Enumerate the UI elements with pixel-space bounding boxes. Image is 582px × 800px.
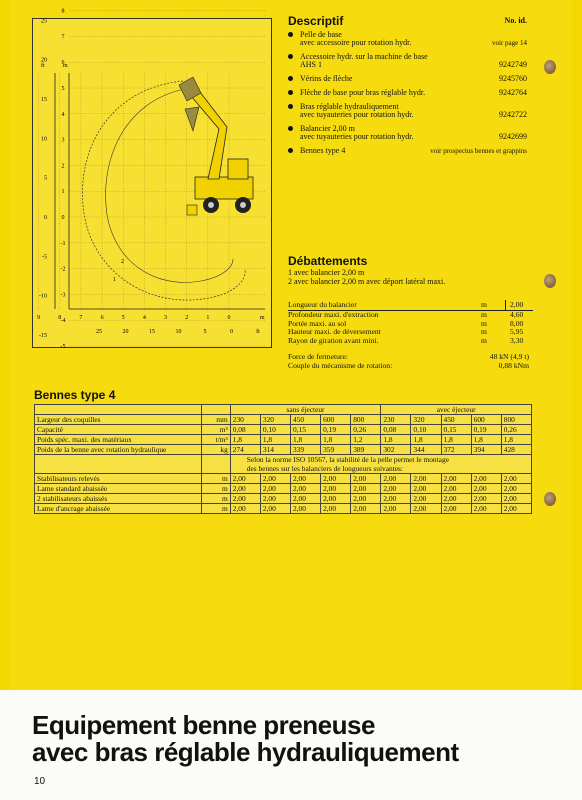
spec-list: [288, 300, 533, 345]
table-cell: 2,00: [471, 474, 501, 484]
bennes-table: [34, 404, 532, 514]
ft-tick-label: 20: [41, 57, 47, 64]
table-cell: 2,00: [351, 484, 381, 494]
spec-value: 8,00: [510, 318, 524, 328]
description-item-text: avec tuyauteries pour rotation hydr.: [300, 132, 414, 141]
bullet-icon: [288, 126, 293, 131]
spec-unit: m: [481, 310, 487, 319]
description-item-text: Bras réglable hydrauliquement: [300, 102, 399, 111]
table-cell: 0,08: [230, 425, 260, 435]
m-tick-label: 2: [61, 163, 65, 170]
row-label: Poids spéc. maxi. des matériaux: [35, 435, 202, 445]
table-cell: 0,26: [501, 425, 531, 435]
page-number: 10: [34, 776, 46, 787]
x-m-tick-label: 8: [58, 315, 62, 321]
m-tick-label: 1: [61, 189, 65, 196]
x-m-tick-label: 0: [227, 315, 231, 321]
table-cell: 0,19: [471, 425, 501, 435]
ft-tick-label: -10: [39, 293, 47, 300]
table-cell: 2,00: [411, 494, 441, 504]
row-unit: m³: [201, 425, 230, 435]
table-cell: 344: [411, 445, 441, 455]
table-row: [35, 484, 532, 494]
x-ft-tick-label: 25: [96, 329, 102, 335]
table-cell: 394: [471, 445, 501, 455]
x-m-tick-label: 6: [100, 315, 104, 321]
bullet-icon: [288, 148, 293, 153]
description-item-text: Balancier 2,00 m: [300, 124, 355, 133]
description-item: [288, 53, 533, 69]
table-cell: 320: [411, 415, 441, 425]
table-cell: 1,8: [290, 435, 320, 445]
table-cell: 2,00: [471, 484, 501, 494]
header-blank: [201, 405, 230, 415]
table-cell: 0,15: [290, 425, 320, 435]
x-m-tick-label: 1: [206, 315, 210, 321]
table-cell: 2,00: [230, 504, 260, 514]
force-row: [288, 352, 533, 361]
description-item-code: 9245760: [499, 74, 527, 83]
table-cell: 2,00: [290, 494, 320, 504]
m-tick-label: 5: [61, 86, 65, 92]
table-cell: 1,8: [411, 435, 441, 445]
x-ft-tick-label: 15: [149, 329, 155, 335]
table-cell: 302: [381, 445, 411, 455]
description-item-code: 9242699: [499, 132, 527, 141]
table-cell: 2,00: [260, 474, 290, 484]
norm-blank: [201, 455, 230, 474]
ft-tick-label: -15: [39, 332, 47, 339]
table-cell: 2,00: [381, 504, 411, 514]
spec-label: Profondeur maxi. d'extraction: [288, 310, 379, 319]
x-m-tick-label: 7: [79, 315, 83, 321]
x-m-tick-label: m: [259, 315, 265, 321]
table-cell: 2,00: [290, 504, 320, 514]
description-item-code: 9242722: [499, 110, 527, 119]
table-cell: 1,8: [260, 435, 290, 445]
description-item: [288, 125, 533, 141]
row-unit: t/m³: [201, 435, 230, 445]
table-cell: 450: [441, 415, 471, 425]
spec-label: Longueur du balancier: [288, 300, 357, 309]
header-avec-ejecteur: avec éjecteur: [381, 405, 532, 415]
description-item-text: Flèche de base pour bras réglable hydr.: [300, 88, 426, 97]
m-tick-label: 3: [61, 137, 65, 144]
x-m-tick-label: 5: [121, 315, 125, 321]
header-blank: [35, 405, 202, 415]
spec-unit: m: [481, 300, 487, 309]
m-tick-label: -1: [60, 240, 66, 247]
spec-unit: m: [481, 335, 487, 345]
hub-icon: [208, 202, 214, 208]
norm-blank: [35, 455, 202, 474]
force-value: 48 kN (4,9 t): [489, 352, 529, 361]
m-tick-label: 4: [61, 111, 65, 118]
table-row: [35, 415, 532, 425]
spec-label: Rayon de giration avant mini.: [288, 335, 379, 345]
ft-tick-label: 5: [44, 175, 47, 182]
description-item-text: Bennes type 4: [300, 146, 346, 155]
excavator-cab: [228, 159, 248, 179]
table-cell: 2,00: [441, 474, 471, 484]
norm-text: [230, 455, 531, 474]
table-cell: 600: [321, 415, 351, 425]
force-row: [288, 361, 533, 370]
bullet-icon: [288, 32, 293, 37]
row-unit: m: [201, 504, 230, 514]
ft-tick-label: 10: [41, 136, 47, 143]
table-row: [35, 494, 532, 504]
table-cell: 2,00: [351, 494, 381, 504]
headline-line: avec bras réglable hydrauliquement: [32, 737, 459, 767]
bullet-icon: [288, 104, 293, 109]
table-cell: 2,00: [321, 484, 351, 494]
table-cell: 2,00: [501, 474, 531, 484]
table-row: [35, 504, 532, 514]
divider: [505, 300, 506, 310]
description-item-text: Vérins de flèche: [300, 74, 353, 83]
spec-unit: m: [481, 327, 487, 337]
description-item-code: 9242764: [499, 88, 527, 97]
table-cell: 2,00: [381, 474, 411, 484]
row-label: 2 stabilisateurs abaissés: [35, 494, 202, 504]
description-item: [288, 31, 533, 47]
row-unit: m: [201, 474, 230, 484]
table-cell: 2,00: [441, 504, 471, 514]
table-cell: 2,00: [260, 504, 290, 514]
description-item-text: Pelle de base: [300, 30, 342, 39]
table-cell: 800: [501, 415, 531, 425]
table-cell: 2,00: [321, 504, 351, 514]
table-cell: 428: [501, 445, 531, 455]
x-ft-tick-label: 5: [203, 329, 207, 335]
table-cell: 2,00: [411, 474, 441, 484]
row-label: Lame d'ancrage abaissée: [35, 504, 202, 514]
binder-hole-icon: [544, 492, 556, 506]
table-row: [35, 425, 532, 435]
table-cell: 314: [260, 445, 290, 455]
table-cell: 2,00: [441, 494, 471, 504]
x-ft-tick-label: 20: [122, 329, 129, 335]
m-label: m: [63, 63, 68, 69]
page-headline: [32, 712, 459, 766]
excavator-body: [195, 177, 253, 199]
binder-hole-icon: [544, 274, 556, 288]
table-cell: 230: [381, 415, 411, 425]
table-cell: 2,00: [411, 484, 441, 494]
m-tick-label: 6: [61, 60, 65, 67]
row-label: Capacité: [35, 425, 202, 435]
description-item-text: AHS 1: [300, 60, 323, 69]
x-ft-tick-label: ft: [256, 329, 260, 335]
table-cell: 450: [290, 415, 320, 425]
description-item: [288, 147, 533, 155]
bullet-icon: [288, 76, 293, 81]
description-item: [288, 89, 533, 97]
table-row: [35, 435, 532, 445]
m-tick-label: 0: [61, 215, 65, 221]
table-cell: 2,00: [501, 484, 531, 494]
description-item: [288, 103, 533, 119]
curve-label: 1: [113, 277, 116, 283]
table-cell: 2,00: [230, 474, 260, 484]
x-ft-tick-label: 10: [175, 329, 182, 335]
table-cell: 2,00: [230, 484, 260, 494]
table-cell: 339: [290, 445, 320, 455]
spec-value: 3,30: [510, 335, 524, 345]
table-cell: 0,15: [441, 425, 471, 435]
m-tick-label: 7: [61, 34, 65, 41]
m-tick-label: -2: [60, 266, 66, 273]
ft-tick-label: -5: [42, 254, 47, 261]
table-cell: 0,19: [321, 425, 351, 435]
table-cell: 2,00: [290, 484, 320, 494]
ft-label: ft: [41, 63, 45, 69]
force-value: 0,88 kNm: [498, 361, 529, 370]
table-cell: 1,8: [471, 435, 501, 445]
table-cell: 0,10: [260, 425, 290, 435]
table-row: [35, 474, 532, 484]
dozer-blade: [187, 205, 197, 215]
table-cell: 2,00: [321, 494, 351, 504]
norm-line: Selon la norme ISO 10567, la stabilité de la pelle permet le montage: [246, 455, 449, 464]
table-cell: 1,8: [381, 435, 411, 445]
table-cell: 2,00: [260, 494, 290, 504]
binder-hole-icon: [544, 60, 556, 74]
table-cell: 2,00: [441, 484, 471, 494]
description-list: [288, 31, 533, 155]
table-cell: 1,8: [321, 435, 351, 445]
description-item-text: avec accessoire pour rotation hydr.: [300, 38, 412, 47]
spec-value: 2,00: [510, 300, 524, 309]
ft-tick-label: 0: [44, 215, 47, 221]
row-label: Stabilisateurs relevés: [35, 474, 202, 484]
row-unit: m: [201, 494, 230, 504]
table-cell: 2,00: [260, 484, 290, 494]
table-cell: 2,00: [351, 474, 381, 484]
table-cell: 359: [321, 445, 351, 455]
curve-label: 2: [121, 259, 124, 265]
table-cell: 2,00: [381, 484, 411, 494]
row-label: Poids de la benne avec rotation hydraulique: [35, 445, 202, 455]
description-item-code: voir prospectus bennes et grappins: [430, 147, 527, 155]
description-item-text: Accessoire hydr. sur la machine de base: [300, 52, 428, 61]
x-m-tick-label: 2: [185, 315, 189, 321]
row-label: Largeur des coquilles: [35, 415, 202, 425]
spec-value: 5,95: [510, 327, 524, 337]
table-row: [35, 445, 532, 455]
table-cell: 2,00: [290, 474, 320, 484]
row-unit: mm: [201, 415, 230, 425]
description-item-code: voir page 14: [492, 39, 527, 47]
debattement-line: 2 avec balancier 2,00 m avec déport latéral maxi.: [288, 277, 446, 286]
ft-tick-label: 25: [41, 18, 47, 25]
table-cell: 2,00: [501, 494, 531, 504]
bennes-title: Bennes type 4: [34, 388, 116, 402]
spec-row: [288, 337, 533, 346]
table-cell: 2,00: [351, 504, 381, 514]
table-cell: 800: [351, 415, 381, 425]
m-tick-label: -5: [60, 344, 66, 350]
force-label: Force de fermeture:: [288, 352, 348, 361]
table-cell: 2,00: [471, 494, 501, 504]
table-cell: 274: [230, 445, 260, 455]
spec-label: Portée maxi. au sol: [288, 318, 347, 328]
headline-line: Equipement benne preneuse: [32, 710, 375, 740]
x-m-tick-label: 9: [37, 315, 41, 321]
description-title: Descriptif: [288, 14, 344, 28]
table-cell: 600: [471, 415, 501, 425]
table-cell: 2,00: [411, 504, 441, 514]
spec-value: 4,60: [510, 310, 524, 319]
table-cell: 0,10: [411, 425, 441, 435]
range-diagram-svg: [33, 8, 271, 350]
table-cell: 2,00: [381, 494, 411, 504]
forces-section: [288, 352, 533, 370]
row-label: Lame standard abaissée: [35, 484, 202, 494]
spec-label: Hauteur maxi. de déversement: [288, 327, 381, 337]
table-cell: 1,8: [230, 435, 260, 445]
m-tick-label: -4: [60, 318, 66, 325]
x-m-tick-label: 4: [142, 315, 146, 321]
debattements-section: [288, 254, 533, 286]
header-sans-ejecteur: sans éjecteur: [230, 405, 381, 415]
table-cell: 230: [230, 415, 260, 425]
ft-tick-label: 15: [41, 97, 47, 104]
excavator-bucket-low: [185, 107, 199, 131]
id-column-header: No. id.: [504, 16, 527, 25]
table-cell: 1,8: [441, 435, 471, 445]
description-item-text: avec tuyauteries pour rotation hydr.: [300, 110, 414, 119]
debattement-line: 1 avec balancier 2,00 m: [288, 268, 365, 277]
spec-unit: m: [481, 318, 487, 328]
debattements-title: Débattements: [288, 254, 368, 268]
table-cell: 389: [351, 445, 381, 455]
force-label: Couple du mécanisme de rotation:: [288, 361, 393, 370]
norm-row: [35, 455, 532, 474]
bullet-icon: [288, 54, 293, 59]
table-cell: 372: [441, 445, 471, 455]
row-unit: m: [201, 484, 230, 494]
row-unit: kg: [201, 445, 230, 455]
m-tick-label: -3: [60, 292, 66, 299]
table-cell: 2,00: [230, 494, 260, 504]
norm-line: des bennes sur les balanciers de longueurs suivantes:: [246, 464, 403, 473]
description-item: [288, 75, 533, 83]
table-cell: 2,00: [321, 474, 351, 484]
table-cell: 0,08: [381, 425, 411, 435]
table-header-row: [35, 405, 532, 415]
table-cell: 1,2: [351, 435, 381, 445]
m-tick-label: 8: [61, 8, 65, 15]
table-cell: 2,00: [501, 504, 531, 514]
working-range-diagram: [32, 8, 272, 350]
description-section: [288, 14, 533, 155]
x-m-tick-label: 3: [164, 315, 168, 321]
description-item-code: 9242749: [499, 60, 527, 69]
x-ft-tick-label: 0: [230, 329, 233, 335]
table-cell: 2,00: [471, 504, 501, 514]
hub-icon: [240, 202, 246, 208]
table-cell: 320: [260, 415, 290, 425]
bullet-icon: [288, 90, 293, 95]
table-cell: 1,8: [501, 435, 531, 445]
table-cell: 0,26: [351, 425, 381, 435]
